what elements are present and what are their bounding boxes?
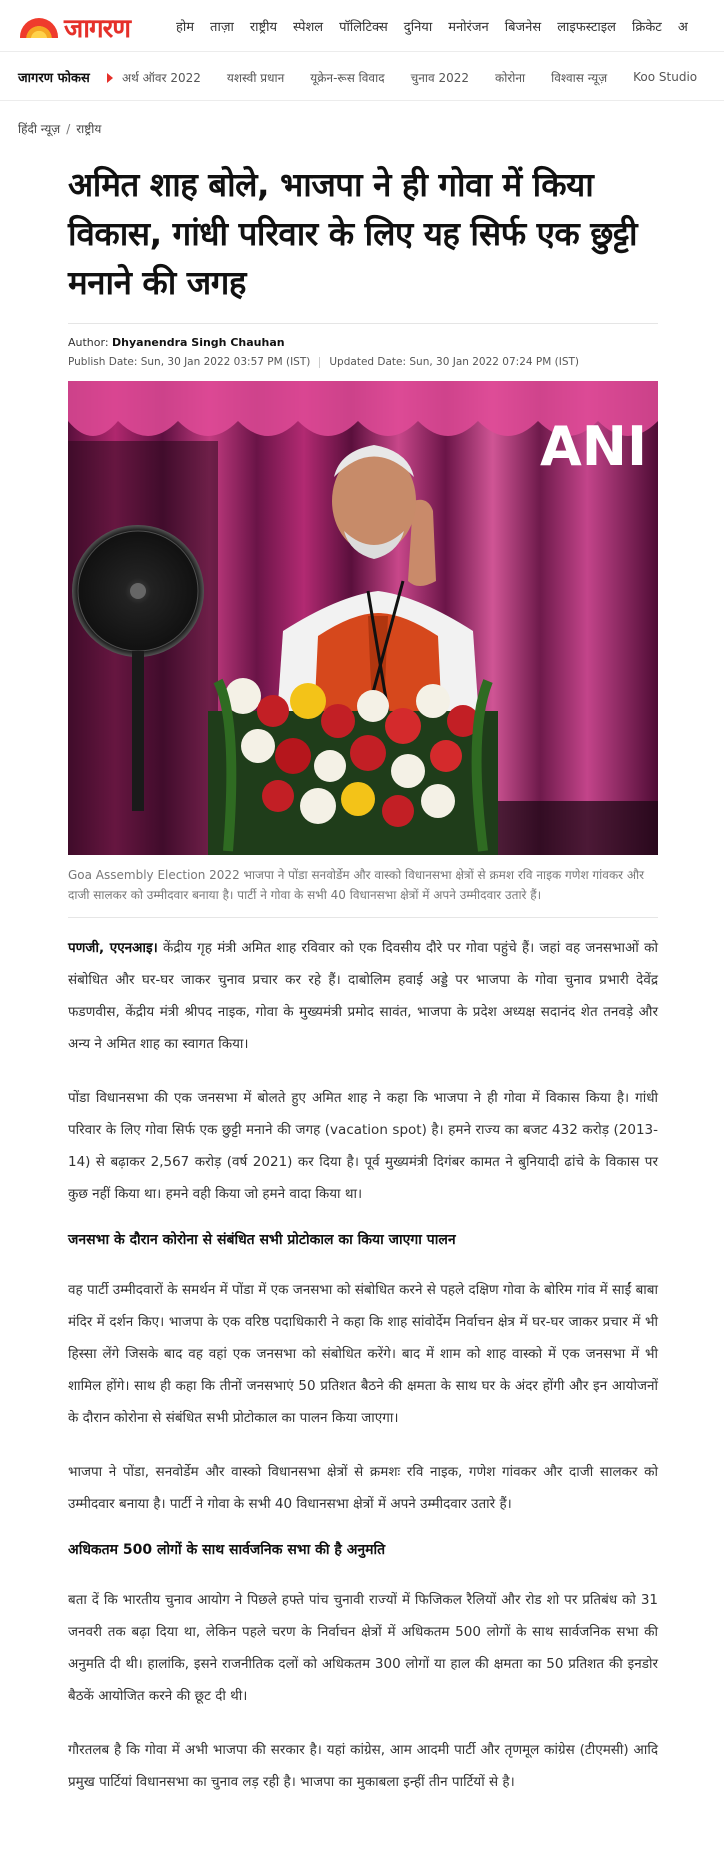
article: [68, 160, 658, 1798]
breadcrumb-separator: /: [66, 122, 71, 136]
updated-date: Updated Date: Sun, 30 Jan 2022 07:24 PM (IST): [329, 356, 580, 368]
ani-watermark: ANI: [540, 415, 648, 478]
date-line: [68, 356, 658, 368]
date-divider: [319, 357, 320, 368]
arrow-right-icon: [107, 73, 113, 83]
author-label: Author:: [68, 336, 109, 349]
focus-label: जागरण फोकस: [18, 71, 90, 86]
nav-item-lifestyle[interactable]: लाइफस्टाइल: [557, 20, 616, 35]
focus-item-yashasvi[interactable]: यशस्वी प्रधान: [226, 70, 285, 85]
article-paragraph-5: बता दें कि भारतीय चुनाव आयोग ने पिछले हफ्ते पांच चुनावी राज्यों में फिजिकल रैलियों और रोड शो पर प्रतिबंध को 31 जनवरी तक बढ़ा दिया था, लेकिन पहले चरण के निर्वाचन क्षेत्रों में अधिकतम 500 लोगों के साथ सार्वजनिक सभा की अनुमति दी थी। हालांकि, इसने राजनीतिक दलों को अधिकतम 300 लोगों या हाल की क्षमता का 50 प्रतिशत की इनडोर बैठकें आयोजित करने की छूट दी थी।: [68, 1592, 658, 1704]
dateline: पणजी, एएनआइ।: [68, 940, 158, 956]
focus-item-election[interactable]: चुनाव 2022: [410, 70, 470, 85]
image-caption: Goa Assembly Election 2022 भाजपा ने पोंडा सनवोर्डेम और वास्को विधानसभा क्षेत्रों से क्रमश रवि नाइक गणेश गांवकर और दाजी सालकर को उम्मीदवार बनाया है। पार्टी ने गोवा के सभी 40 विधानसभा क्षेत्रों में अपने उम्मीदवार उतारे हैं।: [68, 865, 658, 918]
article-paragraph-6: गौरतलब है कि गोवा में अभी भाजपा की सरकार है। यहां कांग्रेस, आम आदमी पार्टी और तृणमूल कांग्रेस (टीएमसी) आदि प्रमुख पार्टियां विधानसभा का चुनाव लड़ रही है। भाजपा का मुकाबला इन्हीं तीन पार्टियों से है।: [68, 1742, 658, 1790]
nav-item-national[interactable]: राष्ट्रीय: [249, 20, 278, 35]
focus-item-earth-hour[interactable]: अर्थ ऑवर 2022: [122, 70, 201, 85]
publish-date: Publish Date: Sun, 30 Jan 2022 03:57 PM (IST): [68, 356, 311, 368]
nav-item-business[interactable]: बिजनेस: [504, 20, 542, 35]
hero-image: [68, 381, 658, 855]
focus-bar: [0, 53, 724, 101]
nav-item-latest[interactable]: ताज़ा: [210, 20, 234, 35]
article-paragraph-2: पोंडा विधानसभा की एक जनसभा में बोलते हुए अमित शाह ने कहा कि भाजपा ने ही गोवा में विकास किया है। गांधी परिवार के लिए गोवा सिर्फ एक छुट्टी मनाने की जगह (vacation spot) है। हमने राज्य का बजट 432 करोड़ (2013-14) से बढ़ाकर 2,567 करोड़ (वर्ष 2021) कर दिया है। पूर्व मुख्यमंत्री दिगंबर कामत ने बुनियादी ढांचे के विकास पर कुछ नहीं किया था। हमने वही किया जो हमने वादा किया था।: [68, 1090, 658, 1202]
article-paragraph-3: वह पार्टी उम्मीदवारों के समर्थन में पोंडा में एक जनसभा को संबोधित करने से पहले दक्षिण गोवा के बोरिम गांव में साईं बाबा मंदिर में दर्शन किए। भाजपा के एक वरिष्ठ पदाधिकारी ने कहा कि शाह सांवोर्देम निर्वाचन क्षेत्र में घर-घर जाकर प्रचार में भी हिस्सा लेंगे जिसके बाद वह वहां एक जनसभा को संबोधित करेंगे। बाद में शाम को शाह वास्को में एक जनसभा में भी शामिल होंगे। साथ ही कहा कि तीनों जनसभाएं 50 प्रतिशत बैठने की क्षमता के साथ घर के अंदर होंगी और इन आयोजनों के दौरान कोरोना से संबंधित सभी प्रोटोकाल का पालन किया जाएगा।: [68, 1282, 658, 1426]
article-meta: [68, 323, 658, 368]
nav-item-entertainment[interactable]: मनोरंजन: [448, 20, 489, 35]
focus-item-koo[interactable]: Koo Studio: [633, 70, 698, 84]
author-name[interactable]: Dhyanendra Singh Chauhan: [112, 336, 285, 349]
breadcrumb: [18, 120, 101, 137]
subheading-1: जनसभा के दौरान कोरोना से संबंधित सभी प्रोटोकाल का किया जाएगा पालन: [68, 1232, 456, 1248]
article-headline: अमित शाह बोले, भाजपा ने ही गोवा में किया विकास, गांधी परिवार के लिए यह सिर्फ एक छुट्टी मनाने की जगह: [68, 165, 638, 302]
focus-item-vishvas[interactable]: विश्वास न्यूज़: [551, 70, 608, 85]
focus-item-ukraine[interactable]: यूक्रेन-रूस विवाद: [310, 70, 385, 85]
nav-item-special[interactable]: स्पेशल: [293, 20, 324, 35]
logo-text: जागरण: [64, 14, 131, 44]
nav-item-politics[interactable]: पॉलिटिक्स: [339, 20, 388, 35]
main-menu: [176, 0, 704, 52]
jagran-logo[interactable]: [18, 12, 130, 42]
nav-item-cricket[interactable]: क्रिकेट: [631, 20, 662, 35]
subheading-2: अधिकतम 500 लोगों के साथ सार्वजनिक सभा की है अनुमति: [68, 1542, 386, 1558]
speaker-photo: [68, 381, 658, 855]
sun-logo-icon: [18, 16, 60, 38]
nav-item-world[interactable]: दुनिया: [403, 20, 433, 35]
breadcrumb-national[interactable]: राष्ट्रीय: [76, 122, 102, 136]
author-line: [68, 336, 658, 349]
breadcrumb-hindi-news[interactable]: हिंदी न्यूज़: [18, 122, 61, 136]
top-navigation: [0, 0, 724, 52]
paragraph-1-text: केंद्रीय गृह मंत्री अमित शाह रविवार को एक दिवसीय दौरे पर गोवा पहुंचे हैं। जहां वह जनसभाओं को संबोधित और घर-घर जाकर चुनाव प्रचार कर रहे हैं। दाबोलिम हवाई अड्डे पर भाजपा के गोवा चुनाव प्रभारी देवेंद्र फडणवीस, केंद्रीय मंत्री श्रीपद नाइक, गोवा के मुख्यमंत्री प्रमोद सावंत, भाजपा के प्रदेश अध्यक्ष सदानंद शेत तनवड़े और अन्य ने अमित शाह का स्वागत किया।: [68, 940, 658, 1052]
focus-topics: [122, 53, 723, 101]
article-paragraph-4: भाजपा ने पोंडा, सनवोर्डेम और वास्को विधानसभा क्षेत्रों से क्रमशः रवि नाइक, गणेश गांवकर और दाजी सालकर को उम्मीदवार बनाया है। पार्टी ने गोवा के सभी 40 विधानसभा क्षेत्रों में अपने उम्मीदवार उतारे हैं।: [68, 1464, 658, 1512]
nav-item-home[interactable]: होम: [176, 20, 195, 35]
focus-item-corona[interactable]: कोरोना: [495, 70, 526, 85]
article-paragraph-1: [68, 932, 658, 1060]
nav-item-more[interactable]: अ: [677, 20, 688, 35]
